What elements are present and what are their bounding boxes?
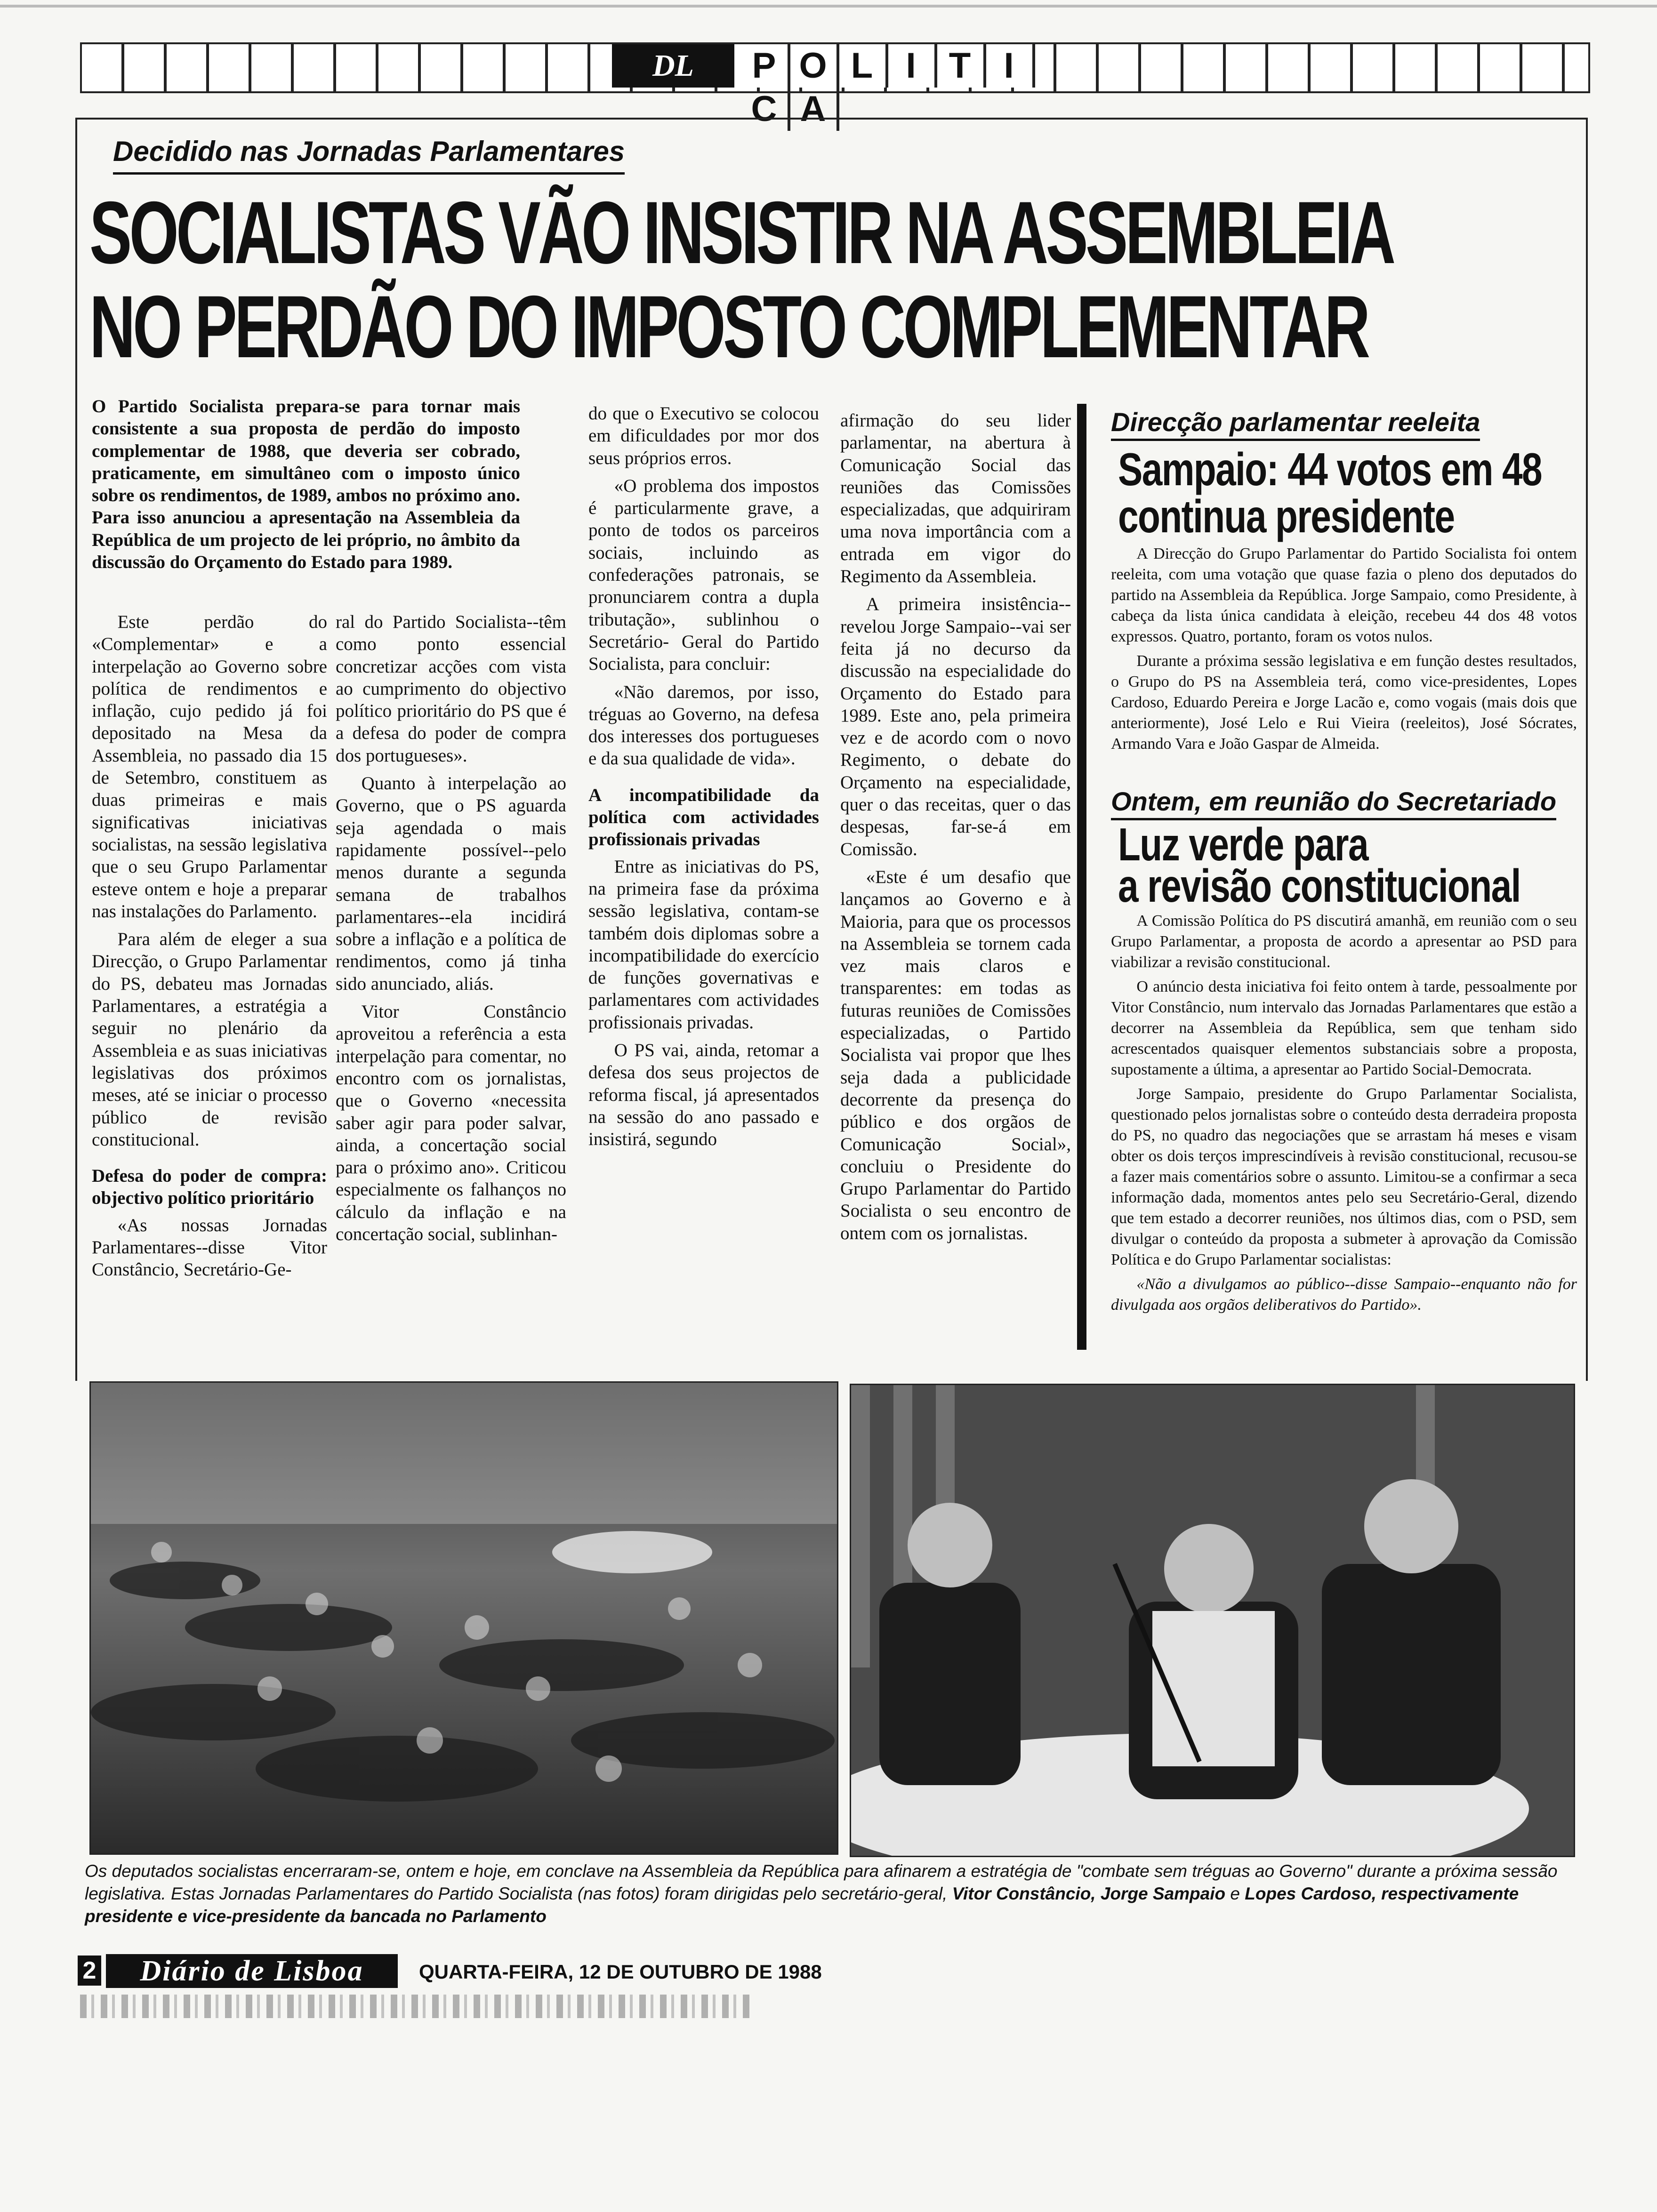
section-letter: P	[741, 44, 790, 88]
sidebar-rule	[1077, 404, 1086, 1350]
caption-suffix: , respectivamente presidente e vice-presidente da bancada no Parlamento	[85, 1884, 1519, 1926]
sidebar-story-1-headline-1: Sampaio: 44 votos em 48	[1118, 443, 1542, 495]
caption-text: Os deputados socialistas encerraram-se, ontem e hoje, em conclave na Assembleia da República para afinarem a estratégia de "combate sem tréguas ao Governo" durante a próxima sessão legislativa. Estas Jornadas Parlamentares do Partido Socialista (nas fotos) foram dirigidas pelo secretário-geral,	[85, 1861, 1558, 1903]
issue-date: QUARTA-FEIRA, 12 DE OUTUBRO DE 1988	[419, 1961, 822, 1983]
paragraph: Jorge Sampaio, presidente do Grupo Parlamentar Socialista, questionado pelos jornalistas sobre o conteúdo desta derradeira proposta do PS, no quadro das negociações que se arrastam há meses e visam obter os dois terços imprescindíveis à revisão constitucional, recusou-se a fazer mais comentários sobre o assunto. Limitou-se a confirmar a seca informação dada, momentos antes pelo seu Secretário-Geral, dizendo que tem estado a decorrer reuniões, nos últimos dias, com o PSD, sem divulgar o conteúdo da proposta a submeter à aprovação da Comissão Política e do Grupo Parlamentar socialistas:	[1111, 1085, 1577, 1268]
sidebar-story-2-kicker: Ontem, em reunião do Secretariado	[1111, 785, 1556, 820]
sidebar-story-2-headline-1: Luz verde para	[1118, 818, 1368, 870]
section-letter: I	[986, 44, 1035, 88]
paragraph: A Comissão Política do PS discutirá amanhã, em reunião com o seu Grupo Parlamentar, a proposta de acordo a apresentar ao PSD para viabilizar a revisão constitucional.	[1111, 912, 1577, 971]
paragraph: O anúncio desta iniciativa foi feito ontem à tarde, pessoalmente por Vitor Constâncio, num intervalo das Jornadas Parlamentares que estão a decorrer na Assembleia da República, sem que tenham sido acrescentados quaisquer elementos substanciais sobre a proposta, supostamente a última, a apresentar ao Partido Social-Democrata.	[1111, 978, 1577, 1078]
sidebar-story-1-headline-2: continua presidente	[1118, 490, 1455, 542]
paragraph: Este perdão do «Complementar» e a interpelação ao Governo sobre política de rendimentos e inflação, cujo pedido já foi depositado na Mesa da Assembleia, no passado dia 15 de Setembro, constituem as duas primeiras e mais significativas iniciativas socialistas, na sessão legislativa que o seu Grupo Parlamentar esteve ontem e hoje a preparar nas instalações do Parlamento.	[92, 612, 327, 922]
chamber-photo-illustration	[91, 1383, 837, 1853]
headline-line-1: SOCIALISTAS VÃO INSISTIR NA ASSEMBLEIA	[89, 183, 1393, 282]
sidebar-story-1-kicker: Direcção parlamentar reeleita	[1111, 406, 1480, 441]
article-lede	[92, 395, 520, 579]
newspaper-logo: DL	[612, 44, 734, 88]
article-kicker: Decidido nas Jornadas Parlamentares	[113, 132, 625, 175]
paragraph: A primeira insistência--revelou Jorge Sampaio--vai ser feita já no decurso da discussão na especialidade do Orçamento do Estado para 1989. Este ano, pela primeira vez e de acordo com o novo Regimento, o debate do Orçamento na especialidade, quer o das receitas, quer o das despesas, far-se-á em Comissão.	[840, 594, 1071, 859]
paragraph: «O problema dos impostos é particularmente grave, a ponto de todos os parceiros sociais, incluindo as confederações patronais, se pronunciarem contra a dupla tributação», sublinhou o Secretário- Geral do Partido Socialista, para concluir:	[588, 475, 819, 674]
scan-artifact	[80, 1995, 753, 2018]
paragraph: Quanto à interpelação ao Governo, que o PS aguarda seja agendada o mais rapidamente possível--pelo menos durante a segunda semana de trabalhos parlamentares--ela incidirá sobre a inflação e a política de rendimentos, como já tinha sido anunciado, aliás.	[336, 773, 566, 994]
paragraph: do que o Executivo se colocou em dificuldades por mor dos seus próprios erros.	[588, 403, 819, 468]
section-letter: O	[790, 44, 839, 88]
headline-line-2: NO PERDÃO DO IMPOSTO COMPLEMENTAR	[89, 277, 1368, 376]
paragraph: Entre as iniciativas do PS, na primeira fase da próxima sessão legislativa, contam-se também dois diplomas sobre a incompatibilidade do exercício de funções governativas e parlamentares com actividades profissionais privadas.	[588, 856, 819, 1033]
top-rule	[0, 5, 1657, 8]
sidebar-story-1-body	[1111, 544, 1577, 758]
caption-name: Lopes Cardoso	[1245, 1884, 1372, 1903]
article-column-3	[588, 402, 819, 1156]
section-letter: L	[839, 44, 888, 88]
photo-leaders-table	[850, 1384, 1575, 1857]
paragraph: ral do Partido Socialista--têm como ponto essencial concretizar acções com vista ao cumprimento do objectivo político prioritário do PS que é a defesa do poder de compra dos portugueses».	[336, 612, 566, 766]
sidebar-story-2-body	[1111, 911, 1577, 1319]
article-column-2	[336, 611, 566, 1251]
sidebar-story-2-headline-2: a revisão constitucional	[1118, 860, 1520, 912]
paragraph: A Direcção do Grupo Parlamentar do Partido Socialista foi ontem reeleita, com uma votação que quase fazia o pleno dos deputados do partido na Assembleia da República. Jorge Sampaio, como Presidente, à cabeça da lista única candidata à eleição, recebeu 44 dos 48 votos expressos. Quatro, portanto, foram os votos nulos.	[1111, 545, 1577, 645]
paragraph: «Não daremos, por isso, tréguas ao Governo, na defesa dos interesses dos portugueses e da sua qualidade de vida».	[588, 681, 819, 769]
paragraph: «Este é um desafio que lançamos ao Governo e à Maioria, para que os processos na Assembleia se tornem cada vez mais claros e transparentes: em todas as futuras reuniões de Comissões especializadas, o Partido Socialista vai propor que lhes seja dada a publicidade decorrente da presença do público e dos orgãos de Comunicação Social», concluiu o Presidente do Grupo Parlamentar do Partido Socialista o seu encontro de ontem com os jornalistas.	[840, 866, 1071, 1243]
paragraph: «As nossas Jornadas Parlamentares--disse Vitor Constâncio, Secretário-Ge-	[92, 1215, 327, 1280]
paragraph: Durante a próxima sessão legislativa e em função destes resultados, o Grupo do PS na Assembleia terá, como vice-presidentes, Lopes Cardoso, Eduardo Pereira e Jorge Lacão e, como vogais (mais dois que anteriormente), José Lelo e Rui Vieira (reeleitos), José Sócrates, Armando Vara e João Gaspar de Almeida.	[1111, 652, 1577, 753]
article-column-1	[92, 611, 327, 1287]
caption-conjunction: e	[1225, 1884, 1245, 1903]
section-letter: C	[741, 88, 790, 131]
paragraph: Para além de eleger a sua Direcção, o Grupo Parlamentar do PS, debateu mas Jornadas Parlamentares, a estratégia a seguir no plenário da Assembleia e as suas iniciativas legislativas dos próximos meses, até se iniciar o processo público de revisão constitucional.	[92, 929, 327, 1150]
newspaper-name: Diário de Lisboa	[106, 1954, 398, 1988]
section-letter: I	[888, 44, 937, 88]
photo-caption	[85, 1860, 1582, 1928]
photo-parliament-chamber	[89, 1381, 838, 1855]
paragraph: Vitor Constâncio aproveitou a referência a esta interpelação para comentar, no encontro com os jornalistas, que o Governo «necessita saber agir para poder salvar, ainda, a concertação social para o próximo ano». Criticou especialmente os falhanços no cálculo da inflação e na concertação social, sublinhan-	[336, 1002, 566, 1245]
lede-paragraph: O Partido Socialista prepara-se para tornar mais consistente a sua proposta de perdão do imposto complementar de 1988, que deveria ser cobrado, praticamente, em simultâneo com o imposto único sobre os rendimentos, de 1989, ambos no próximo ano. Para isso anunciou a apresentação na Assembleia da República de um projecto de lei próprio, no âmbito da discussão do Orçamento do Estado para 1989.	[92, 396, 520, 573]
section-title	[741, 44, 1052, 129]
paragraph: «Não a divulgamos ao público--disse Sampaio--enquanto não for divulgada aos orgãos deliberativos do Partido».	[1111, 1275, 1577, 1314]
page-number: 2	[78, 1956, 101, 1986]
paragraph: afirmação do seu lider parlamentar, na abertura à Comunicação Social das reuniões das Comissões especializadas, que adquiriram uma nova importância com a entrada em vigor do Regimento da Assembleia.	[840, 410, 1071, 587]
subheading: Defesa do poder de compra: objectivo político prioritário	[92, 1166, 327, 1209]
leaders-photo-illustration	[851, 1385, 1574, 1856]
paragraph: O PS vai, ainda, retomar a defesa dos seus projectos de reforma fiscal, já apresentados na sessão do ano passado e insistirá, segundo	[588, 1040, 819, 1150]
article-column-4	[840, 409, 1071, 1250]
caption-names: Vitor Constâncio, Jorge Sampaio	[952, 1884, 1226, 1903]
section-letter: T	[937, 44, 986, 88]
section-letter: A	[790, 88, 839, 131]
subheading: A incompatibilidade da política com actividades profissionais privadas	[588, 785, 819, 850]
